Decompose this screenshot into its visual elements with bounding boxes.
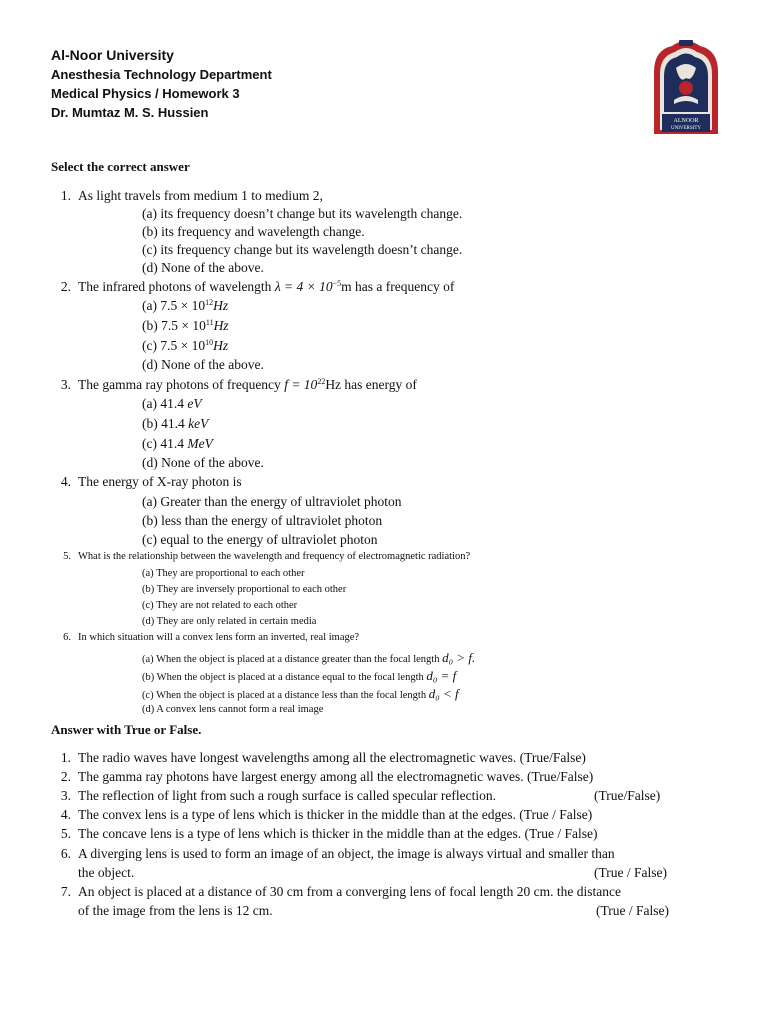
question-2 [51, 279, 651, 297]
q5-option-c: (c) They are not related to each other [142, 600, 298, 611]
q6-option-b: (b) When the object is placed at a distance equal to the focal length d₀ = f [142, 668, 457, 683]
tf-text: The reflection of light from such a rough surface is called specular reflection. [78, 788, 496, 803]
tf-number: 7. [60, 884, 71, 899]
question-text: What is the relationship between the wavelength and frequency of electromagnetic radiation? [78, 551, 471, 562]
question-4 [51, 474, 651, 492]
question-6 [51, 632, 691, 648]
q4-option-a: (a) Greater than the energy of ultraviolet photon [142, 494, 402, 509]
q3-option-c: (c) 41.4 MeV [142, 436, 213, 451]
tf-answer-choice: (True / False) [594, 865, 667, 880]
q5-option-b: (b) They are inversely proportional to each other [142, 584, 347, 595]
tf-item-6 [51, 846, 701, 882]
q4-option-c: (c) equal to the energy of ultraviolet photon [142, 532, 378, 547]
q6-option-d: (d) A convex lens cannot form a real image [142, 704, 324, 715]
tf-text: The convex lens is a type of lens which is thicker in the middle than at the edges. (True / False) [78, 807, 593, 822]
question-text: The energy of X-ray photon is [78, 474, 242, 489]
question-number: 2. [60, 279, 71, 294]
q1-option-c: (c) its frequency change but its wavelength doesn’t change. [142, 242, 463, 257]
q3-option-d: (d) None of the above. [142, 455, 264, 470]
q2-option-d: (d) None of the above. [142, 357, 264, 372]
q6-option-a: (a) When the object is placed at a distance greater than the focal length d₀ > f. [142, 650, 476, 665]
tf-answer-choice: (True / False) [596, 903, 669, 918]
tf-text: A diverging lens is used to form an image of an object, the image is always virtual and smaller than [78, 846, 615, 861]
course-title: Medical Physics / Homework 3 [51, 86, 240, 101]
question-number: 1. [60, 188, 71, 203]
tf-text: The radio waves have longest wavelengths among all the electromagnetic waves. (True/False) [78, 750, 586, 765]
tf-text-continued: of the image from the lens is 12 cm. [78, 903, 273, 918]
tf-answer-choice: (True/False) [594, 788, 661, 803]
section-title-true-false: Answer with True or False. [51, 722, 202, 737]
question-number: 5. [63, 551, 71, 562]
question-3 [51, 377, 651, 395]
q6-option-c: (c) When the object is placed at a distance less than the focal length d₀ < f [142, 686, 459, 701]
tf-number: 5. [60, 826, 71, 841]
q2-option-c: (c) $7.5 \times 10^{10}Hz$ [142, 338, 229, 353]
tf-item-2 [51, 769, 701, 787]
q3-option-a: (a) 41.4 eV [142, 396, 202, 411]
question-number: 3. [60, 377, 71, 392]
tf-item-5 [51, 826, 701, 844]
university-name: Al-Noor University [51, 47, 174, 63]
q3-option-b: (b) 41.4 keV [142, 416, 209, 431]
q4-option-b: (b) less than the energy of ultraviolet photon [142, 513, 383, 528]
tf-item-4 [51, 807, 701, 825]
tf-number: 3. [60, 788, 71, 803]
q1-option-b: (b) its frequency and wavelength change. [142, 224, 365, 239]
tf-text: An object is placed at a distance of 30 cm from a converging lens of focal length 20 cm. the distance [78, 884, 621, 899]
department-name: Anesthesia Technology Department [51, 67, 272, 82]
q2-option-a: (a) $7.5 \times 10^{12}Hz$ [142, 298, 229, 313]
q5-option-a: (a) They are proportional to each other [142, 568, 305, 579]
tf-number: 2. [60, 769, 71, 784]
question-text: As light travels from medium 1 to medium 2, [78, 188, 323, 203]
q2-option-b: (b) $7.5 \times 10^{11}Hz$ [142, 318, 229, 333]
logo-text-top: ALNOOR [673, 118, 699, 124]
q5-option-d: (d) They are only related in certain media [142, 616, 317, 627]
instructor-name: Dr. Mumtaz M. S. Hussien [51, 105, 209, 120]
question-1 [51, 188, 651, 206]
section-title-multiple-choice: Select the correct answer [51, 159, 190, 174]
tf-text-continued: the object. [78, 865, 135, 880]
document-header [51, 46, 272, 122]
question-5 [51, 551, 691, 567]
q1-option-d: (d) None of the above. [142, 260, 264, 275]
question-text: The gamma ray photons of frequency $f = 10^{22}Hz$ has energy of [78, 377, 417, 392]
tf-number: 1. [60, 750, 71, 765]
tf-item-7 [51, 884, 701, 920]
question-number: 4. [60, 474, 71, 489]
question-number: 6. [63, 632, 71, 643]
q1-option-a: (a) its frequency doesn’t change but its wavelength change. [142, 206, 463, 221]
logo-text-bottom: UNIVERSITY [671, 126, 701, 131]
question-text: The infrared photons of wavelength $\lambda = 4 \times 10^{-5}m$ has a frequency of [78, 279, 455, 294]
tf-text: The concave lens is a type of lens which is thicker in the middle than at the edges. (True / False) [78, 826, 598, 841]
question-text: In which situation will a convex lens form an inverted, real image? [78, 632, 360, 643]
tf-number: 4. [60, 807, 71, 822]
university-logo [648, 38, 724, 138]
tf-item-3 [51, 788, 701, 806]
tf-text: The gamma ray photons have largest energy among all the electromagnetic waves. (True/False) [78, 769, 594, 784]
tf-number: 6. [60, 846, 71, 861]
tf-item-1 [51, 750, 701, 768]
